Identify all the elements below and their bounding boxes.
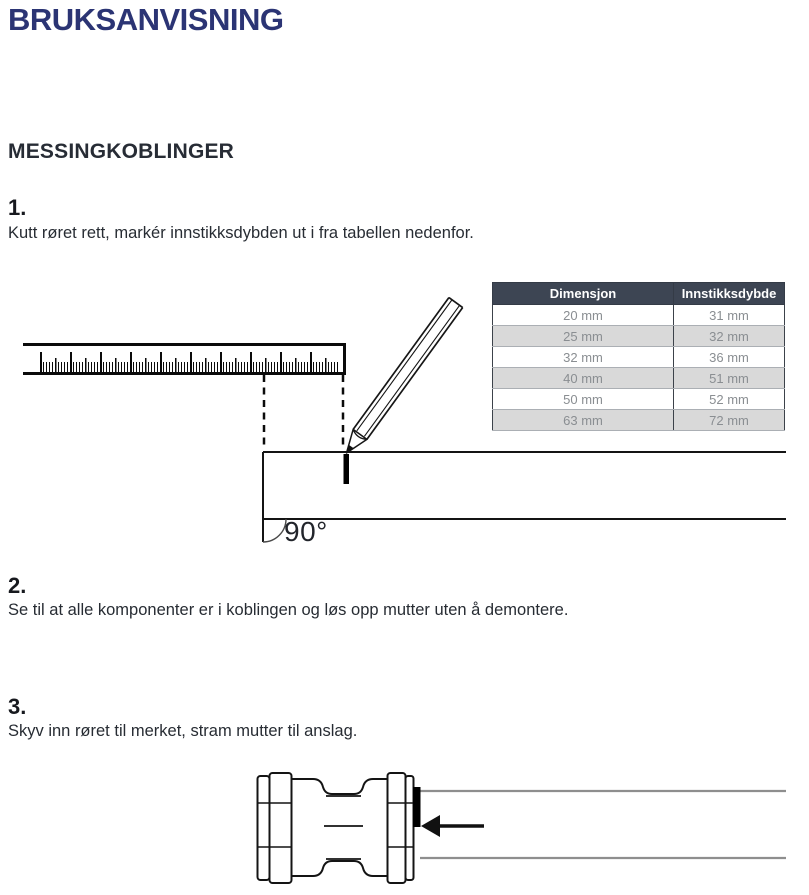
table-row — [493, 368, 785, 389]
depth-cell: 32 mm — [674, 326, 785, 347]
table-row — [493, 347, 785, 368]
step-3-diagram — [0, 763, 809, 890]
depth-cell: 52 mm — [674, 389, 785, 410]
depth-cell: 36 mm — [674, 347, 785, 368]
dimension-cell: 20 mm — [493, 305, 674, 326]
pencil-icon — [340, 298, 463, 458]
dimension-cell: 25 mm — [493, 326, 674, 347]
page-title: BRUKSANVISNING — [8, 2, 284, 37]
section-heading: MESSINGKOBLINGER — [8, 140, 235, 163]
table-row — [493, 305, 785, 326]
coupling-icon — [258, 773, 414, 883]
depth-cell: 72 mm — [674, 410, 785, 431]
table-header-row — [493, 283, 785, 305]
step-3-text: Skyv inn røret til merket, stram mutter til anslag. — [8, 722, 358, 740]
column-header-dimension: Dimensjon — [493, 283, 674, 305]
step-2-text: Se til at alle komponenter er i koblingen og løs opp mutter uten å demontere. — [8, 601, 569, 619]
dimension-cell: 32 mm — [493, 347, 674, 368]
step-3-number: 3. — [8, 694, 27, 719]
pipe-drawing — [263, 452, 786, 542]
angle-label: 90° — [284, 516, 328, 547]
table-row — [493, 410, 785, 431]
step-1-text: Kutt røret rett, markér innstikksdybden ut i fra tabellen nedenfor. — [8, 224, 474, 242]
table-row — [493, 326, 785, 347]
pencil-mark — [344, 454, 350, 484]
push-arrow-icon — [421, 815, 484, 837]
table-row — [493, 389, 785, 410]
ruler-tick-marks — [40, 346, 340, 372]
depth-cell: 51 mm — [674, 368, 785, 389]
step-1-number: 1. — [8, 195, 27, 220]
step-1-diagram — [0, 280, 809, 565]
coupling-illustration — [0, 763, 809, 890]
step-2-number: 2. — [8, 573, 27, 598]
column-header-depth: Innstikksdybde — [674, 283, 785, 305]
depth-cell: 31 mm — [674, 305, 785, 326]
insertion-depth-table — [492, 282, 785, 431]
dimension-cell: 63 mm — [493, 410, 674, 431]
dimension-cell: 40 mm — [493, 368, 674, 389]
depth-mark — [413, 787, 421, 827]
dimension-cell: 50 mm — [493, 389, 674, 410]
angle-arc — [263, 519, 286, 542]
ruler-icon — [23, 343, 346, 375]
